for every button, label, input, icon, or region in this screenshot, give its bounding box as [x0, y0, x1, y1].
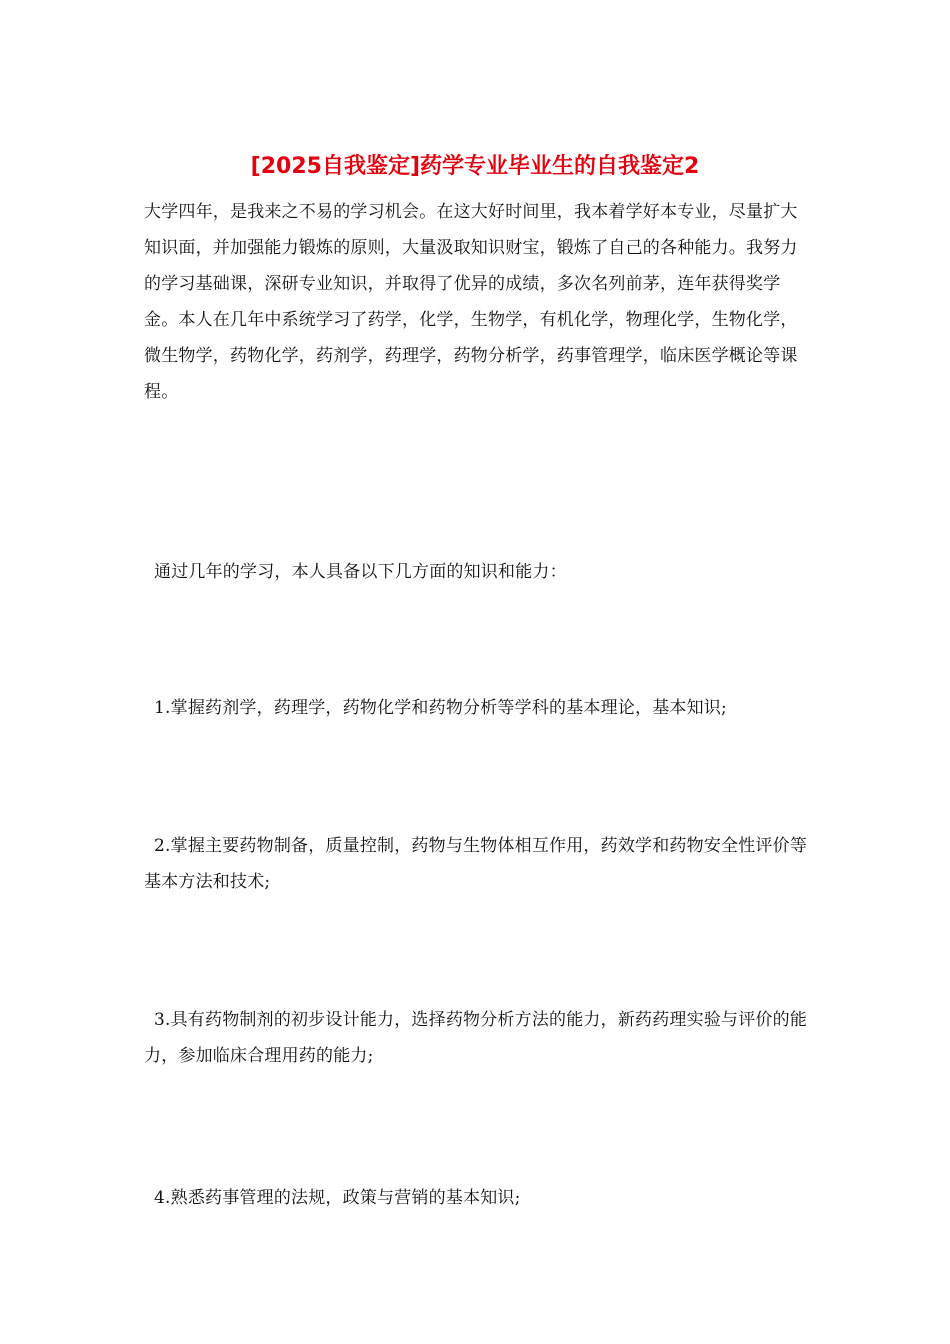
- list-item: 2.掌握主要药物制备，质量控制，药物与生物体相互作用，药效学和药物安全性评价等基本方法和技术;: [144, 836, 808, 892]
- list-item: 1.掌握药剂学，药理学，药物化学和药物分析等学科的基本理论，基本知识;: [154, 698, 727, 718]
- document-title: [2025自我鉴定]药学专业毕业生的自我鉴定2: [250, 154, 700, 179]
- lead-paragraph: 通过几年的学习，本人具备以下几方面的知识和能力：: [154, 562, 567, 582]
- list-item: 4.熟悉药事管理的法规，政策与营销的基本知识;: [154, 1188, 521, 1208]
- list-item: 3.具有药物制剂的初步设计能力，选择药物分析方法的能力，新药药理实验与评价的能力，参加临床合理用药的能力;: [144, 1010, 808, 1066]
- intro-paragraph: 大学四年，是我来之不易的学习机会。在这大好时间里，我本着学好本专业，尽量扩大知识面，并加强能力锻炼的原则，大量汲取知识财宝，锻炼了自己的各种能力。我努力的学习基础课，深研专业知识，并取得了优异的成绩，多次名列前茅，连年获得奖学金。本人在几年中系统学习了药学，化学，生物学，有机化学，物理化学，生物化学，微生物学，药物化学，药剂学，药理学，药物分析学，药事管理学，临床医学概论等课程。: [144, 202, 798, 402]
